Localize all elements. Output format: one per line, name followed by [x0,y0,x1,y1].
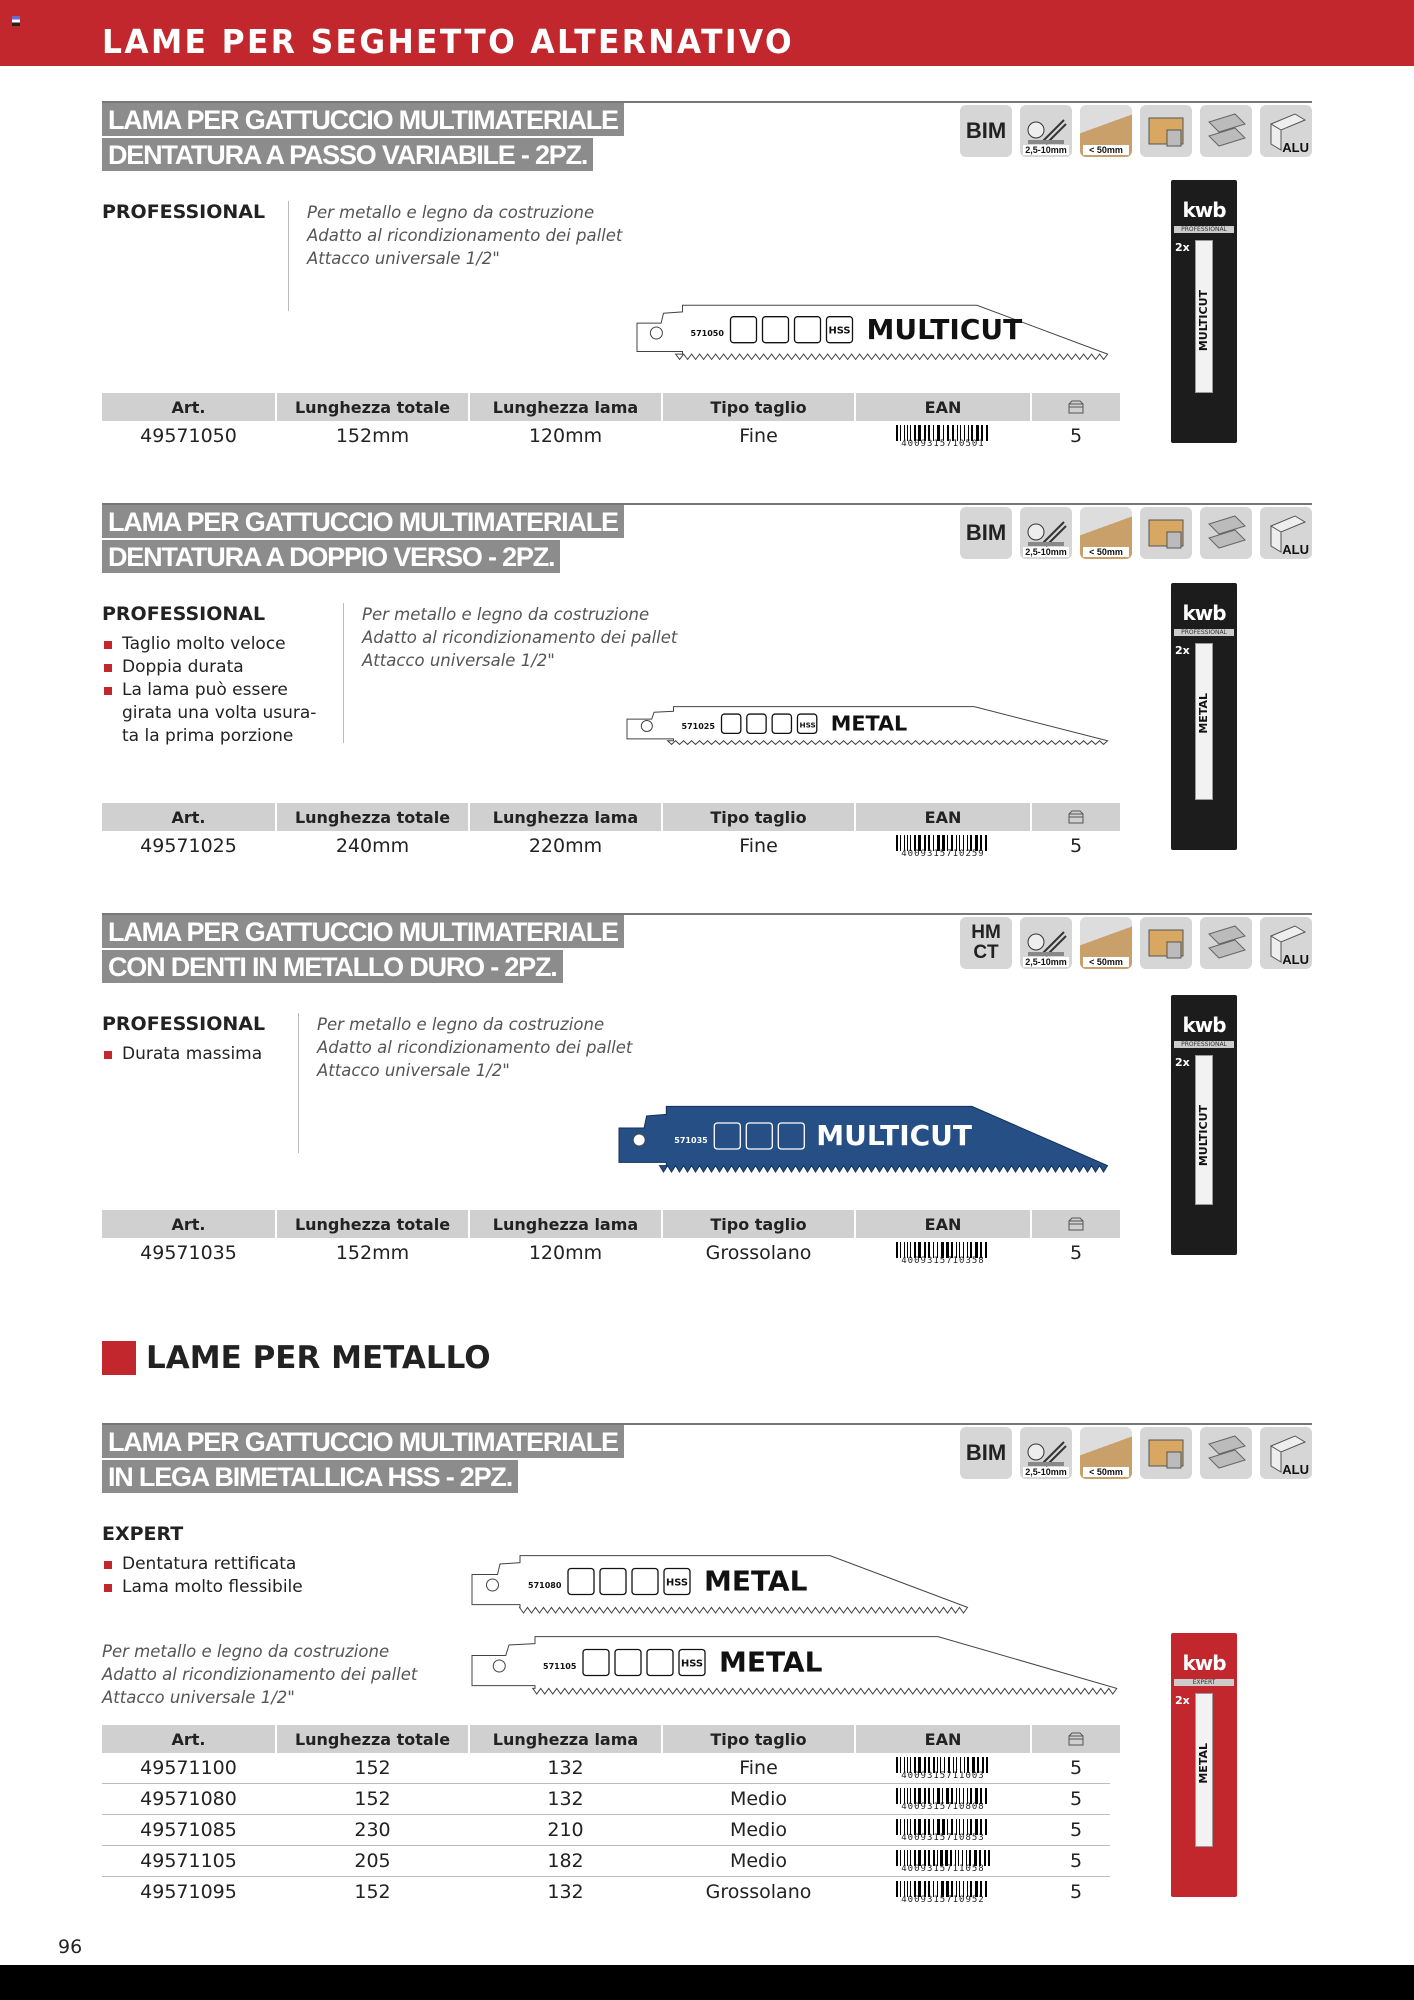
cell-tipo: Fine [739,835,778,857]
barcode-bar [896,425,898,441]
product-tier: PROFESSIONAL [102,1013,266,1035]
pallet-wood-icon [1140,105,1192,157]
column-header-tipo: Tipo taglio [663,1210,854,1238]
pallet-wood-icon [1140,917,1192,969]
page-title: LAME PER SEGHETTO ALTERNATIVO [102,22,795,61]
blade-name: MULTICUT [866,312,1023,346]
blade-hole [641,720,652,731]
material-badge [960,105,1012,157]
package-product-name: METAL [1197,693,1210,734]
feature-list [102,633,332,748]
cell-lama: 132 [547,1881,584,1903]
cell-tipo: Medio [729,1850,788,1872]
package-product-name: METAL [1197,1743,1210,1784]
cell-art: 49571050 [140,425,237,447]
cell-lama: 132 [547,1788,584,1810]
blade-name: METAL [719,1645,823,1679]
package-brand-logo: kwb [1182,198,1226,222]
aluminium-profile-icon [1260,105,1312,157]
hss-label: HSS [666,1577,689,1589]
product-table [102,393,1110,451]
column-header-tot: Lunghezza totale [277,803,468,831]
column-header-tipo: Tipo taglio [663,393,854,421]
material-icons [960,105,1312,157]
product-tier: EXPERT [102,1523,184,1545]
barcode-bar [896,1850,898,1866]
ean-barcode [895,425,991,448]
package-icon [1068,1217,1084,1231]
table-header-row [102,1725,1110,1753]
product-table [102,1725,1110,1907]
feature-item: Dentatura rettificata [102,1553,402,1576]
aluminium-profile-icon [1260,507,1312,559]
cell-tot: 152 [354,1881,391,1903]
cell-tipo: Medio [729,1788,788,1810]
description-line: Per metallo e legno da costruzione [362,605,650,624]
cell-tot: 152mm [335,425,410,447]
description-line: Adatto al ricondizionamento dei pallet [102,1665,418,1684]
saw-blade-image [470,1631,1120,1701]
column-header-tipo: Tipo taglio [663,803,854,831]
badge-word: CT [973,942,999,963]
badge-word: BIM [965,520,1007,545]
product-description [317,1013,632,1082]
product-title-line: LAMA PER GATTUCCIO MULTIMATERIALE [102,1425,624,1458]
column-header-ean: EAN [856,1725,1030,1753]
tile-caption: ALU [1282,542,1309,557]
barcode-bar [985,1242,987,1258]
cell-tot: 152 [354,1757,391,1779]
description-line: Adatto al ricondizionamento dei pallet [362,628,678,647]
column-header-tot: Lunghezza totale [277,393,468,421]
description-line: Attacco universale 1/2" [102,1688,295,1707]
sheet-metal-icon [1200,105,1252,157]
barcode-bar [988,1850,990,1866]
column-header-art: Art. [102,1210,275,1238]
column-header-art: Art. [102,803,275,831]
ean-number: 4009315710358 [901,1255,985,1266]
description-line: Attacco universale 1/2" [362,651,555,670]
cell-lama: 132 [547,1757,584,1779]
cell-qty: 5 [1069,1850,1083,1872]
subheading [102,1340,491,1376]
package-count: 2x [1175,241,1190,254]
blade-code: 571080 [528,1581,562,1590]
aluminium-profile-icon [1260,917,1312,969]
barcode-bar [985,1819,987,1835]
product-title-line: DENTATURA A DOPPIO VERSO - 2PZ. [102,540,560,573]
cell-art: 49571085 [140,1819,237,1841]
footer-bar [0,1965,1414,2000]
package-icon [1068,400,1084,414]
wood-screw-icon [1080,917,1132,969]
badge-text [965,520,1007,545]
package-icon [1068,1732,1084,1746]
cell-ean [856,1877,1030,1907]
cell-ean [856,1753,1030,1783]
cell-art: 49571035 [140,1242,237,1264]
badge-text [971,923,1001,963]
cell-tipo: Medio [729,1819,788,1841]
aluminium-profile-icon [1260,1427,1312,1479]
ean-number: 4009315711003 [901,1770,985,1781]
metal-profile-icon [1020,105,1072,157]
tile-caption: ALU [1282,140,1309,155]
saw-blade-image [635,300,1110,366]
barcode-bar [985,1788,987,1804]
description-line: Per metallo e legno da costruzione [317,1015,605,1034]
badge-word: BIM [965,1440,1007,1465]
cell-qty: 5 [1069,1881,1083,1903]
tile-caption: < 50mm [1083,1467,1129,1477]
ean-barcode [895,835,991,858]
package-product-name: MULTICUT [1197,1105,1210,1167]
page-number: 96 [58,1936,83,1958]
column-header-lama: Lunghezza lama [470,1725,661,1753]
material-badge [960,917,1012,969]
blade-code: 571035 [674,1136,708,1145]
material-icons [960,917,1312,969]
product-title-line: LAMA PER GATTUCCIO MULTIMATERIALE [102,103,624,136]
cell-tipo: Grossolano [705,1881,812,1903]
product-table [102,803,1110,861]
material-badge [960,1427,1012,1479]
table-row [102,1846,1110,1877]
badge-text [965,1440,1007,1465]
column-header-qty [1032,393,1120,421]
feature-item: Taglio molto veloce [102,633,332,656]
ean-barcode [895,1242,991,1265]
table-row [102,831,1110,861]
description-line: Adatto al ricondizionamento dei pallet [307,226,623,245]
sheet-metal-icon [1200,1427,1252,1479]
material-badge [960,507,1012,559]
sheet-metal-icon [1200,507,1252,559]
product-tier: PROFESSIONAL [102,201,266,223]
description-line: Attacco universale 1/2" [307,249,500,268]
cell-tot: 240mm [335,835,410,857]
ean-barcode [895,1881,991,1904]
hss-label: HSS [799,720,816,730]
cell-ean [856,831,1030,861]
product-title-line: LAMA PER GATTUCCIO MULTIMATERIALE [102,505,624,538]
ean-number: 4009315710259 [901,848,985,859]
package-count: 2x [1175,644,1190,657]
column-header-qty [1032,1725,1120,1753]
cell-art: 49571025 [140,835,237,857]
ean-number: 4009315711058 [901,1863,985,1874]
cell-art: 49571080 [140,1788,237,1810]
ean-number: 4009315710952 [901,1894,985,1905]
red-square-icon [102,1341,136,1375]
cell-qty: 5 [1069,1757,1083,1779]
subheading-text: LAME PER METALLO [146,1340,491,1376]
product-description [362,603,677,672]
saw-blade-image [470,1550,970,1620]
feature-item: Doppia durata [102,656,332,679]
ean-number: 4009315710808 [901,1801,985,1812]
metal-profile-icon [1020,507,1072,559]
blade-hole [487,1579,499,1591]
package-tier: EXPERT [1174,1679,1234,1686]
cell-qty: 5 [1069,1788,1083,1810]
blade-code: 571105 [543,1662,577,1671]
ean-number: 4009315710853 [901,1832,985,1843]
tile-caption: 2,5-10mm [1023,1467,1069,1477]
description-line: Attacco universale 1/2" [317,1061,510,1080]
barcode-bar [896,1788,898,1804]
divider [288,201,289,311]
pallet-wood-icon [1140,507,1192,559]
blade-name: METAL [704,1564,808,1598]
product-description [307,201,622,270]
cell-ean [856,421,1030,451]
blade-name: METAL [830,711,908,736]
tile-caption: < 50mm [1083,957,1129,967]
saw-blade-image [625,703,1110,749]
tile-caption: < 50mm [1083,145,1129,155]
column-header-lama: Lunghezza lama [470,1210,661,1238]
cell-tipo: Fine [739,425,778,447]
cell-tot: 205 [354,1850,391,1872]
column-header-ean: EAN [856,1210,1030,1238]
table-header-row [102,1210,1110,1238]
cell-tipo: Grossolano [705,1242,812,1264]
cell-art: 49571095 [140,1881,237,1903]
cell-art: 49571105 [140,1850,237,1872]
divider [343,603,344,743]
barcode-bar [896,1757,898,1773]
product-package-image [1171,180,1237,443]
saw-blade-image [617,1100,1110,1180]
tile-caption: < 50mm [1083,547,1129,557]
blade-hole [493,1660,505,1672]
table-row [102,1784,1110,1815]
tile-caption: 2,5-10mm [1023,547,1069,557]
column-header-qty [1032,803,1120,831]
badge-word: BIM [965,118,1007,143]
tile-caption: ALU [1282,1462,1309,1477]
feature-item: Lama molto flessibile [102,1576,402,1599]
material-icons [960,1427,1312,1479]
metal-profile-icon [1020,917,1072,969]
package-brand-logo: kwb [1182,1651,1226,1675]
cell-lama: 120mm [528,425,603,447]
cell-lama: 210 [547,1819,584,1841]
blade-code: 571050 [690,329,724,338]
product-table [102,1210,1110,1268]
package-tier: PROFESSIONAL [1174,226,1234,233]
barcode-bar [896,835,898,851]
ean-barcode [895,1819,991,1842]
badge-text [965,118,1007,143]
ean-number: 4009315710501 [901,438,985,449]
divider [298,1013,299,1153]
cell-art: 49571100 [140,1757,237,1779]
package-tier: PROFESSIONAL [1174,1041,1234,1048]
column-header-art: Art. [102,1725,275,1753]
package-product-name: MULTICUT [1197,290,1210,352]
wood-screw-icon [1080,1427,1132,1479]
tile-caption: ALU [1282,952,1309,967]
cell-lama: 220mm [528,835,603,857]
cell-tipo: Fine [739,1757,778,1779]
package-count: 2x [1175,1056,1190,1069]
table-row [102,1877,1110,1907]
description-line: Adatto al ricondizionamento dei pallet [317,1038,633,1057]
column-header-ean: EAN [856,803,1030,831]
wood-screw-icon [1080,507,1132,559]
ean-barcode [895,1757,991,1780]
cell-ean [856,1846,1030,1876]
barcode-bar [985,1881,987,1897]
package-count: 2x [1175,1694,1190,1707]
cell-tot: 152 [354,1788,391,1810]
blade-hole [633,1134,645,1146]
cell-qty: 5 [1069,1819,1083,1841]
feature-item: La lama può essere girata una volta usura-ta la prima porzione [102,679,332,748]
table-row [102,421,1110,451]
column-header-lama: Lunghezza lama [470,393,661,421]
badge-word: HM [971,922,1001,943]
barcode-bar [896,1881,898,1897]
sheet-metal-icon [1200,917,1252,969]
product-title-line: IN LEGA BIMETALLICA HSS - 2PZ. [102,1460,518,1493]
description-line: Per metallo e legno da costruzione [307,203,595,222]
column-header-tot: Lunghezza totale [277,1725,468,1753]
package-icon [1068,810,1084,824]
table-header-row [102,803,1110,831]
metal-profile-icon [1020,1427,1072,1479]
table-row [102,1238,1110,1268]
pallet-wood-icon [1140,1427,1192,1479]
ean-barcode [895,1788,991,1811]
ean-barcode [895,1850,991,1873]
blade-name: MULTICUT [816,1119,973,1153]
cell-qty: 5 [1069,425,1083,447]
table-header-row [102,393,1110,421]
product-title-line: DENTATURA A PASSO VARIABILE - 2PZ. [102,138,593,171]
wood-screw-icon [1080,105,1132,157]
product-description [102,1640,417,1709]
cell-tot: 230 [354,1819,391,1841]
hss-label: HSS [681,1658,704,1670]
menu-icon[interactable] [12,16,20,26]
blade-code: 571025 [681,722,715,731]
column-header-qty [1032,1210,1120,1238]
cell-ean [856,1784,1030,1814]
barcode-bar [986,1757,988,1773]
column-header-art: Art. [102,393,275,421]
product-package-image [1171,995,1237,1255]
cell-qty: 5 [1069,1242,1083,1264]
product-package-image [1171,1633,1237,1897]
cell-qty: 5 [1069,835,1083,857]
cell-ean [856,1238,1030,1268]
tile-caption: 2,5-10mm [1023,145,1069,155]
package-tier: PROFESSIONAL [1174,629,1234,636]
hss-label: HSS [828,325,851,337]
barcode-bar [985,835,987,851]
product-title-line: CON DENTI IN METALLO DURO - 2PZ. [102,950,563,983]
description-line: Per metallo e legno da costruzione [102,1642,390,1661]
page-header [0,0,1414,66]
material-icons [960,507,1312,559]
feature-list [102,1553,402,1599]
barcode-bar [986,425,988,441]
column-header-tipo: Tipo taglio [663,1725,854,1753]
table-row [102,1815,1110,1846]
cell-lama: 182 [547,1850,584,1872]
product-package-image [1171,583,1237,850]
package-brand-logo: kwb [1182,1013,1226,1037]
cell-tot: 152mm [335,1242,410,1264]
package-brand-logo: kwb [1182,601,1226,625]
table-row [102,1753,1110,1784]
column-header-tot: Lunghezza totale [277,1210,468,1238]
column-header-ean: EAN [856,393,1030,421]
tile-caption: 2,5-10mm [1023,957,1069,967]
blade-hole [650,327,662,339]
product-title-line: LAMA PER GATTUCCIO MULTIMATERIALE [102,915,624,948]
feature-item: Durata massima [102,1043,332,1066]
barcode-bar [896,1242,898,1258]
cell-lama: 120mm [528,1242,603,1264]
column-header-lama: Lunghezza lama [470,803,661,831]
barcode-bar [896,1819,898,1835]
cell-ean [856,1815,1030,1845]
product-tier: PROFESSIONAL [102,603,266,625]
